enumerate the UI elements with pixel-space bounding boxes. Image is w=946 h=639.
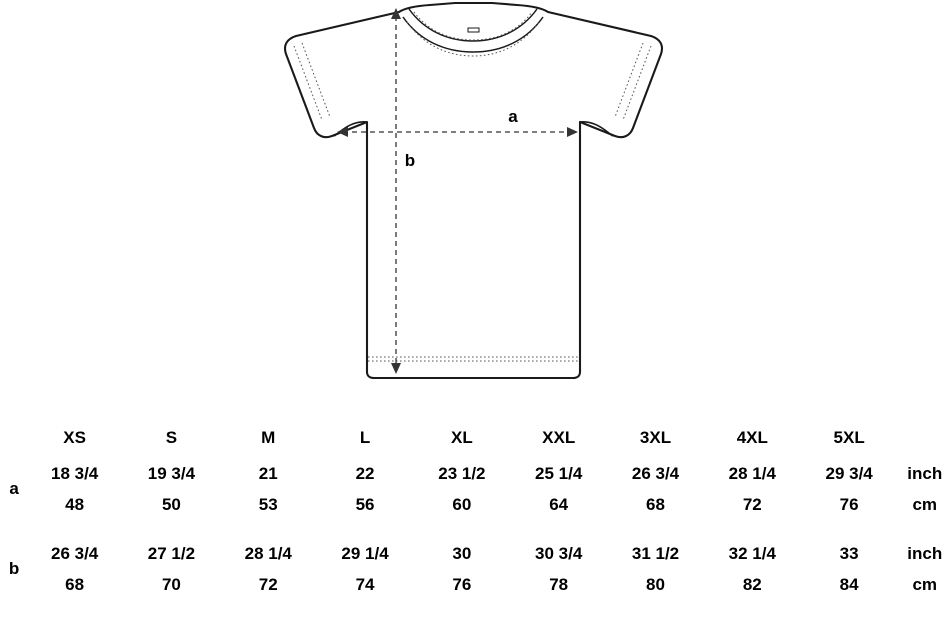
table-row-a-cm	[0, 489, 946, 520]
cell-a-inch-4xl: 28 1/4	[728, 463, 776, 483]
cell-b-cm-5xl: 84	[839, 574, 859, 594]
row-label-b: b	[8, 559, 20, 578]
header-corner	[0, 418, 26, 458]
cell-b-inch-4xl: 32 1/4	[728, 543, 776, 563]
row-label-a: a	[9, 479, 19, 498]
size-header-xl: XL	[451, 428, 473, 447]
unit-a-inch: inch	[907, 463, 943, 483]
unit-b-cm: cm	[912, 574, 938, 594]
cell-a-inch-m: 21	[258, 463, 278, 483]
cell-b-inch-xs: 26 3/4	[50, 543, 99, 563]
cell-a-inch-l: 22	[355, 463, 375, 483]
cell-a-cm-xs: 48	[65, 494, 85, 514]
cell-b-cm-4xl: 82	[742, 574, 762, 594]
cell-a-inch-xl: 23 1/2	[438, 463, 486, 483]
size-header-l: L	[359, 428, 371, 447]
cell-a-inch-xs: 18 3/4	[50, 463, 99, 483]
label-b: b	[404, 151, 416, 170]
table-row-b-inch	[0, 538, 946, 569]
unit-header	[898, 418, 946, 458]
cell-a-cm-5xl: 76	[839, 494, 859, 514]
label-a: a	[508, 107, 518, 126]
size-header-m: M	[261, 428, 276, 447]
cell-a-cm-l: 56	[355, 494, 375, 514]
table-row-b-cm	[0, 569, 946, 600]
cell-b-cm-xs: 68	[65, 574, 85, 594]
table-spacer-row	[0, 520, 946, 538]
cell-a-cm-m: 53	[258, 494, 278, 514]
unit-a-cm: cm	[912, 494, 938, 514]
cell-b-inch-m: 28 1/4	[244, 543, 292, 563]
cell-b-inch-s: 27 1/2	[147, 543, 196, 563]
cell-a-cm-xxl: 64	[549, 494, 569, 514]
cell-b-cm-xxl: 78	[549, 574, 569, 594]
tshirt-outline	[285, 3, 662, 378]
table-row-a-inch	[0, 458, 946, 489]
size-header-xxl: XXL	[542, 428, 576, 447]
cell-a-cm-4xl: 72	[742, 494, 762, 514]
cell-b-inch-xxl: 30 3/4	[535, 543, 583, 563]
size-header-3xl: 3XL	[639, 428, 672, 447]
cell-b-inch-5xl: 33	[839, 543, 859, 563]
cell-b-cm-s: 70	[161, 574, 181, 594]
cell-b-inch-l: 29 1/4	[341, 543, 389, 563]
unit-b-inch: inch	[907, 543, 943, 563]
cell-b-cm-m: 72	[258, 574, 278, 594]
size-header-s: S	[165, 428, 178, 447]
cell-a-cm-xl: 60	[452, 494, 472, 514]
spacer-cell	[0, 520, 946, 538]
size-header-5xl: 5XL	[833, 428, 865, 447]
cell-b-inch-3xl: 31 1/2	[631, 543, 680, 563]
cell-b-cm-xl: 76	[452, 574, 472, 594]
cell-a-cm-3xl: 68	[646, 494, 665, 514]
size-header-4xl: 4XL	[736, 428, 768, 447]
cell-b-inch-xl: 30	[452, 543, 472, 563]
cell-a-inch-3xl: 26 3/4	[631, 463, 680, 483]
cell-b-cm-l: 74	[355, 574, 375, 594]
cell-a-inch-s: 19 3/4	[147, 463, 196, 483]
cell-a-cm-s: 50	[161, 494, 181, 514]
size-chart-table	[0, 418, 946, 600]
table-header-row	[0, 418, 946, 458]
cell-a-inch-5xl: 29 3/4	[825, 463, 873, 483]
cell-b-cm-3xl: 80	[646, 574, 665, 594]
cell-a-inch-xxl: 25 1/4	[535, 463, 583, 483]
size-header-xs: XS	[63, 428, 86, 447]
